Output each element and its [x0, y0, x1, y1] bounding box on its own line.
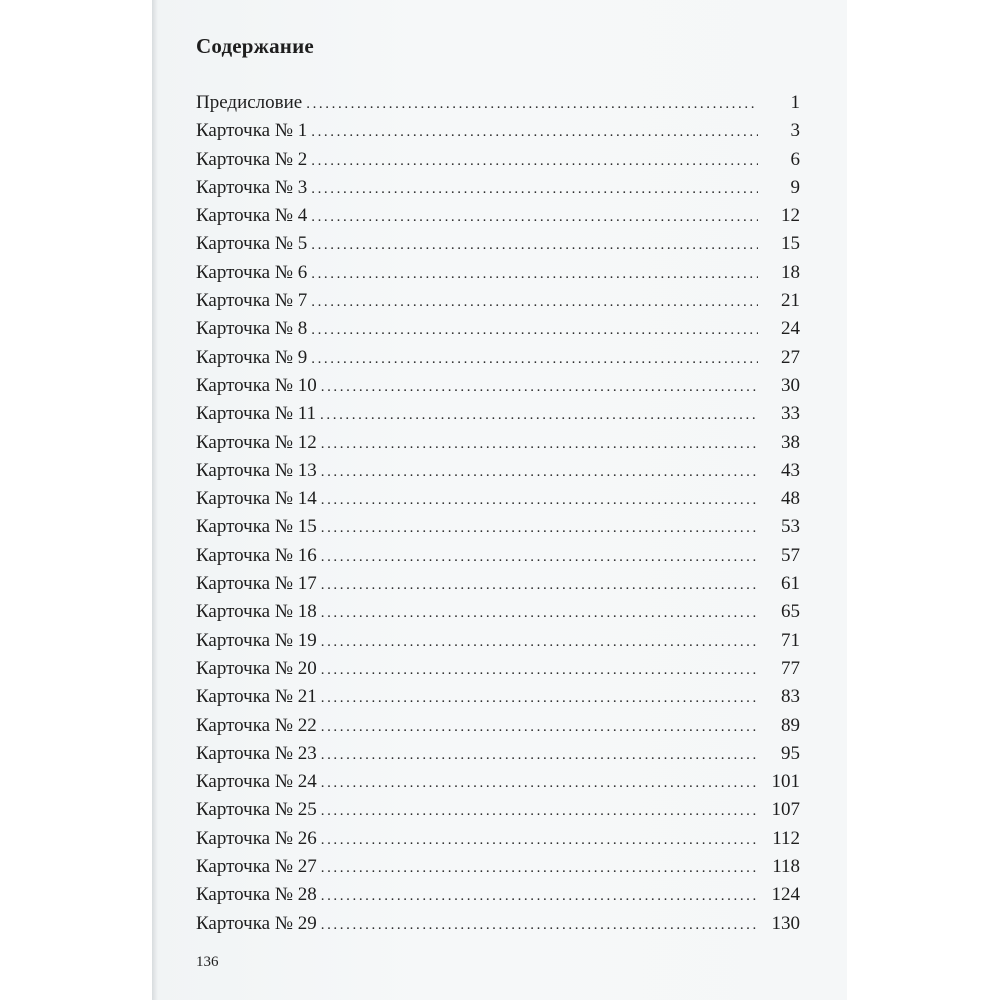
toc-entry-label: Карточка № 1: [196, 120, 308, 142]
toc-dot-leader: [311, 118, 758, 146]
toc-entry-page: 48: [781, 488, 800, 510]
toc-entry-label: Карточка № 19: [196, 629, 317, 651]
toc-entry[interactable]: [196, 429, 800, 457]
toc-entry-label: Карточка № 17: [196, 573, 317, 595]
toc-entry-page: 118: [772, 856, 800, 878]
toc-entry-page: 61: [781, 573, 800, 595]
toc-entry[interactable]: [196, 627, 800, 655]
toc-entry-page: 101: [771, 771, 800, 793]
toc-entry[interactable]: [196, 881, 800, 909]
toc-entry-label: Карточка № 26: [196, 827, 317, 849]
toc-dot-leader: [321, 826, 758, 854]
toc-entry-label: Предисловие: [196, 92, 303, 113]
toc-dot-leader: [311, 316, 758, 344]
toc-dot-leader: [321, 769, 758, 797]
toc-dot-leader: [321, 854, 758, 882]
toc-entry[interactable]: [196, 542, 800, 570]
toc-entry-page: 3: [790, 120, 800, 142]
toc-entry-page: 107: [771, 799, 800, 821]
toc-entry[interactable]: [196, 202, 800, 230]
toc-dot-leader: [321, 458, 758, 486]
toc-entry-page: 89: [781, 714, 800, 736]
toc-dot-leader: [311, 260, 758, 288]
document-page: [152, 0, 847, 1000]
toc-dot-leader: [321, 713, 758, 741]
toc-entry-label: Карточка № 21: [196, 686, 317, 708]
toc-dot-leader: [311, 288, 758, 316]
toc-entry[interactable]: [196, 740, 800, 768]
toc-entry-label: Карточка № 22: [196, 714, 317, 736]
toc-entry-page: 12: [781, 205, 800, 227]
toc-entry-label: Карточка № 4: [196, 205, 308, 227]
toc-entry-page: 9: [790, 176, 800, 198]
toc-dot-leader: [311, 203, 758, 231]
toc-entry-label: Карточка № 16: [196, 544, 317, 566]
toc-entry[interactable]: [196, 457, 800, 485]
toc-entry[interactable]: [196, 485, 800, 513]
toc-dot-leader: [321, 741, 758, 769]
toc-dot-leader: [311, 175, 758, 203]
toc-entry-label: Карточка № 2: [196, 148, 308, 170]
toc-entry-page: 21: [781, 290, 800, 312]
toc-entry[interactable]: [196, 146, 800, 174]
toc-entry-label: Карточка № 6: [196, 261, 308, 283]
toc-entry-label: Карточка № 3: [196, 176, 308, 198]
toc-dot-leader: [321, 514, 758, 542]
toc-dot-leader: [311, 231, 758, 259]
toc-dot-leader: [321, 571, 758, 599]
toc-entry[interactable]: [196, 513, 800, 541]
toc-entry-page: 65: [781, 601, 800, 623]
toc-entry-label: Карточка № 10: [196, 374, 317, 396]
toc-entry[interactable]: [196, 230, 800, 258]
toc-entry-label: Карточка № 18: [196, 601, 317, 623]
toc-entry-label: Карточка № 9: [196, 346, 308, 368]
toc-entry-page: 130: [771, 912, 800, 934]
toc-dot-leader: [311, 345, 758, 373]
toc-entry-label: Карточка № 25: [196, 799, 317, 821]
toc-entry-label: Карточка № 20: [196, 657, 317, 679]
toc-entry-page: 27: [781, 346, 800, 368]
toc-entry-label: Карточка № 29: [196, 912, 317, 934]
toc-entry-page: 6: [790, 148, 800, 170]
toc-entry-page: 43: [781, 459, 800, 481]
toc-entry[interactable]: [196, 853, 800, 881]
page-number: 136: [196, 954, 219, 970]
toc-entry-page: 38: [781, 431, 800, 453]
toc-entry[interactable]: [196, 768, 800, 796]
toc-entry[interactable]: [196, 174, 800, 202]
toc-dot-leader: [320, 401, 758, 429]
toc-entry[interactable]: [196, 598, 800, 626]
toc-dot-leader: [321, 797, 758, 825]
toc-entry[interactable]: [196, 910, 800, 938]
toc-entry-page: 112: [772, 827, 800, 849]
toc-entry-label: Карточка № 15: [196, 516, 317, 538]
toc-entry[interactable]: [196, 655, 800, 683]
toc-entry[interactable]: [196, 259, 800, 287]
toc-entry-label: Карточка № 8: [196, 318, 308, 340]
toc-entry[interactable]: [196, 825, 800, 853]
toc-entry-page: 33: [781, 403, 800, 425]
toc-entry-label: Карточка № 11: [196, 403, 317, 425]
toc-entry-label: Карточка № 27: [196, 856, 317, 878]
toc-dot-leader: [321, 684, 758, 712]
toc-dot-leader: [321, 599, 758, 627]
toc-entry-page: 24: [781, 318, 800, 340]
toc-entry-label: Карточка № 14: [196, 488, 317, 510]
toc-entry-label: Карточка № 24: [196, 771, 317, 793]
toc-entry-page: 30: [781, 374, 800, 396]
toc-entry-label: Карточка № 5: [196, 233, 308, 255]
toc-entry-page: 53: [781, 516, 800, 538]
toc-entry-page: 77: [781, 657, 800, 679]
toc-dot-leader: [321, 486, 758, 514]
toc-entry[interactable]: [196, 570, 800, 598]
toc-entry-page: 57: [781, 544, 800, 566]
toc-dot-leader: [306, 90, 758, 118]
toc-entry-page: 1: [790, 92, 800, 113]
toc-entry[interactable]: [196, 372, 800, 400]
toc-entry-page: 95: [781, 742, 800, 764]
toc-entry[interactable]: [196, 117, 800, 145]
toc-dot-leader: [321, 882, 758, 910]
table-of-contents: [196, 89, 800, 938]
toc-entry-label: Карточка № 13: [196, 459, 317, 481]
toc-entry[interactable]: [196, 400, 800, 428]
page-edge-shadow: [152, 0, 158, 1000]
toc-dot-leader: [321, 373, 758, 401]
page-title: Содержание: [196, 34, 314, 58]
toc-entry-label: Карточка № 23: [196, 742, 317, 764]
toc-entry-page: 71: [781, 629, 800, 651]
toc-dot-leader: [321, 656, 758, 684]
toc-dot-leader: [311, 147, 758, 175]
toc-entry-page: 18: [781, 261, 800, 283]
toc-entry[interactable]: [196, 315, 800, 343]
toc-dot-leader: [321, 628, 758, 656]
toc-entry-page: 124: [771, 884, 800, 906]
toc-entry-label: Карточка № 28: [196, 884, 317, 906]
toc-dot-leader: [321, 543, 758, 571]
toc-entry[interactable]: [196, 287, 800, 315]
toc-dot-leader: [321, 430, 758, 458]
toc-entry-label: Карточка № 12: [196, 431, 317, 453]
toc-dot-leader: [321, 911, 758, 939]
toc-entry[interactable]: [196, 344, 800, 372]
toc-entry-page: 83: [781, 686, 800, 708]
toc-entry-label: Карточка № 7: [196, 290, 308, 312]
toc-entry[interactable]: [196, 89, 800, 117]
toc-entry[interactable]: [196, 712, 800, 740]
toc-entry-page: 15: [781, 233, 800, 255]
toc-entry[interactable]: [196, 796, 800, 824]
toc-entry[interactable]: [196, 683, 800, 711]
